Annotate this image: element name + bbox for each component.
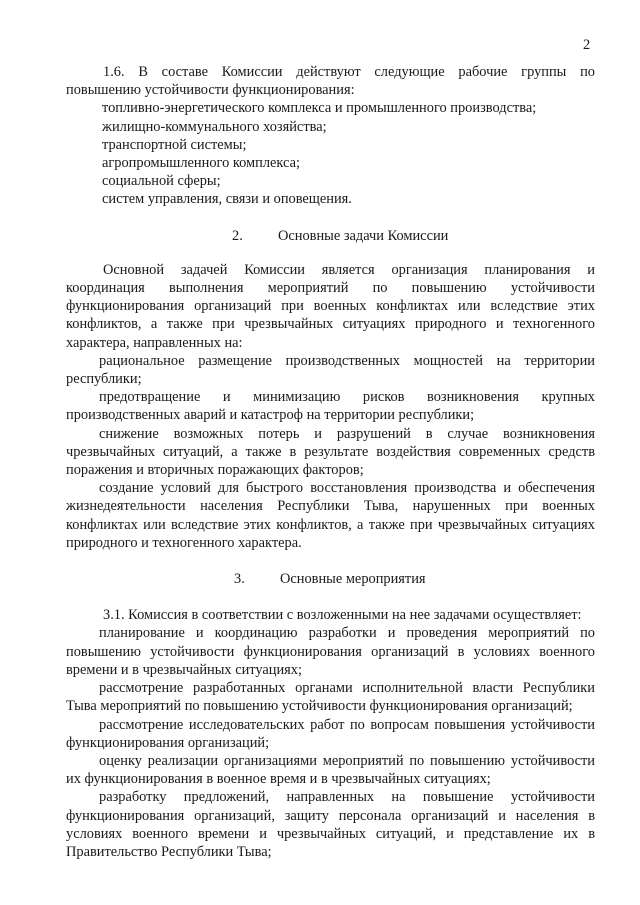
working-group-item: топливно-энергетического комплекса и промышленного производства; xyxy=(102,100,537,117)
clause-1-6-rest: повышению устойчивости функционирования: xyxy=(66,82,355,99)
working-group-item: систем управления, связи и оповещения. xyxy=(102,191,352,208)
section-2-title: Основные задачи Комиссии xyxy=(278,227,449,244)
activity-item: планирование и координацию разработки и проведения мероприятий по повышению устойчивости функционирования организаций в условиях военного времени и в чрезвычайных ситуациях; xyxy=(66,625,595,678)
activity-item: оценку реализации организациями мероприятий по повышению устойчивости их функционирования в военное время и в чрезвычайных ситуациях; xyxy=(66,752,595,788)
clause-3-1-intro: 3.1. Комиссия в соответствии с возложенными на нее задачами осуществляет: xyxy=(103,607,582,624)
working-group-item: жилищно-коммунального хозяйства; xyxy=(102,118,327,135)
clause-1-6-first-line: 1.6. В составе Комиссии действуют следующие рабочие группы по xyxy=(103,64,595,80)
task-item: создание условий для быстрого восстановления производства и обеспечения жизнедеятельности населения Республики Тыва, нарушенных при военных конфликтах или вследствие этих конфликтов, а также при чрезвычайных ситуациях природного и техногенного характера. xyxy=(66,480,595,551)
section-3-title: Основные мероприятия xyxy=(280,571,426,588)
working-group-item: транспортной системы; xyxy=(102,136,247,153)
document-body xyxy=(66,63,595,861)
task-item: снижение возможных потерь и разрушений в случае возникновения чрезвычайных ситуаций, а также в результате воздействия современных средств поражения и вторичных поражающих факторов; xyxy=(66,425,595,479)
task-item: предотвращение и минимизацию рисков возникновения крупных производственных аварий и катастроф на территории республики; xyxy=(66,389,595,424)
working-group-item: агропромышленного комплекса; xyxy=(102,155,300,172)
section-3-heading xyxy=(66,570,595,588)
section-2-intro: Основной задачей Комиссии является организация планирования и координация выполнения мероприятий по повышению устойчивости функционирования организаций при военных конфликтах или вследствие этих конфликтов, а также при чрезвычайных ситуациях природного и техногенного характера, направленных на: xyxy=(66,261,595,351)
section-2-number: 2. xyxy=(232,227,243,244)
task-item: рациональное размещение производственных мощностей на территории республики; xyxy=(66,352,595,388)
activity-item: разработку предложений, направленных на повышение устойчивости функционирования организаций, защиту персонала организаций и населения в условиях военного времени и чрезвычайных ситуаций, и представление их в Правительство Республики Тыва; xyxy=(66,789,595,860)
working-group-item: социальной сферы; xyxy=(102,173,221,190)
activity-item: рассмотрение разработанных органами исполнительной власти Республики Тыва мероприятий по повышению устойчивости функционирования организаций; xyxy=(66,680,595,715)
section-3-number: 3. xyxy=(234,571,245,588)
page-number: 2 xyxy=(583,37,591,53)
activity-item: рассмотрение исследовательских работ по вопросам повышения устойчивости функционирования организаций; xyxy=(66,716,595,751)
section-2-heading xyxy=(66,227,595,245)
